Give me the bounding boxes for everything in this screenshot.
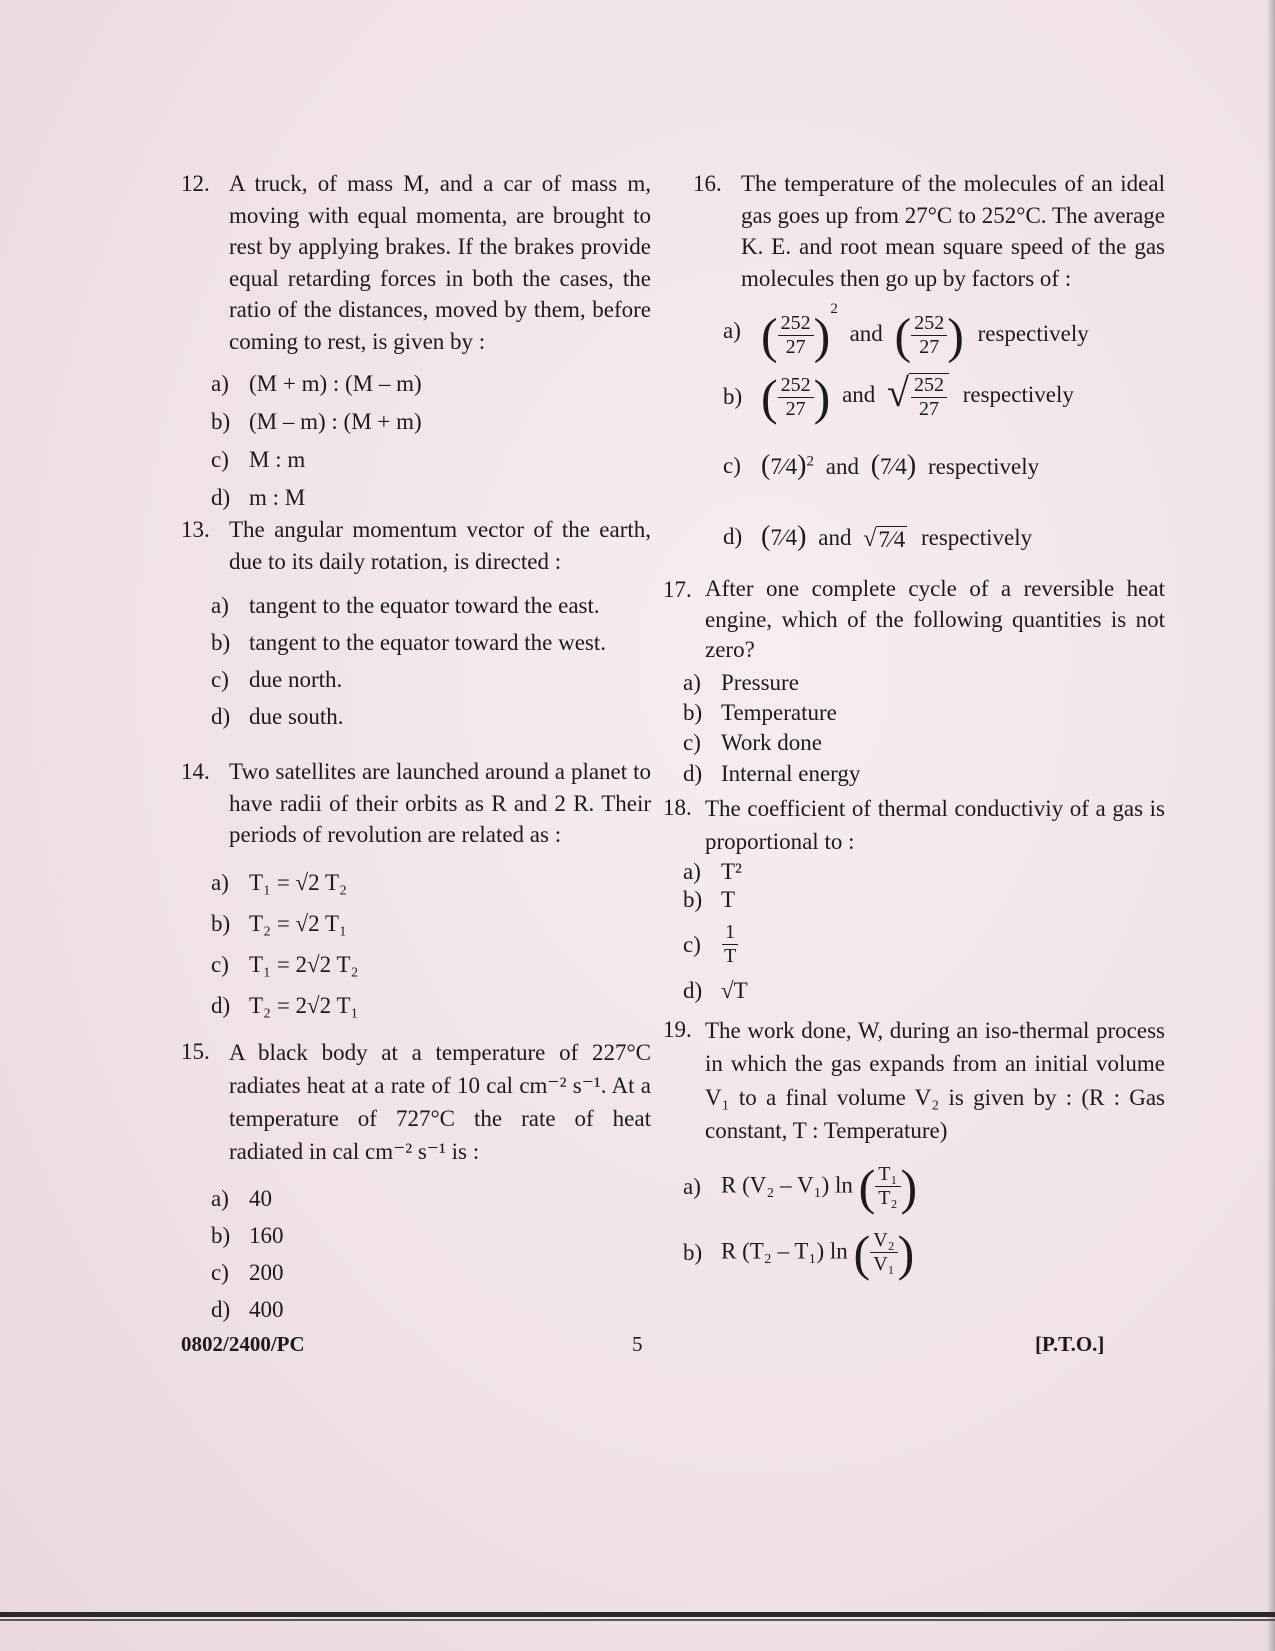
option-b: b) (M – m) : (M + m) <box>211 409 422 434</box>
fraction: $\frac{\text{T₁}}{\text{T₂}}$ <box>875 1163 900 1210</box>
option-a: a) T² <box>683 858 742 884</box>
option-a: a) 40 <box>211 1185 272 1211</box>
square-root: √ $\frac{252}{27}$ <box>887 373 949 421</box>
option-a: a) ( $\frac{252}{27}$ )$^2$ and ( $\frac{252}{27}$ ) respectively <box>723 301 1089 364</box>
question-18 <box>663 792 1165 1006</box>
options-list <box>683 858 1165 1006</box>
fraction: $\frac{252}{27}$ <box>911 312 947 359</box>
question-13 <box>181 514 651 750</box>
option-a: a) (M + m) : (M – m) <box>211 371 422 396</box>
option-d: d) due south. <box>211 703 344 729</box>
fraction: $\frac{1}{T}$ <box>724 921 737 967</box>
square-root: √ 7⁄4 <box>863 526 906 553</box>
bottom-rule <box>0 1612 1275 1617</box>
fraction: $\frac{252}{27}$ <box>778 312 814 359</box>
options-list <box>723 298 1165 572</box>
question-17 <box>663 574 1165 790</box>
question-number: 14. <box>181 759 210 784</box>
option-b: b) 160 <box>211 1222 284 1248</box>
option-c: c) 200 <box>211 1259 284 1285</box>
option-a: a) tangent to the equator toward the east. <box>211 592 600 618</box>
question-text: The angular momentum vector of the earth, due to its daily rotation, is directed : <box>229 517 651 574</box>
options-list <box>683 668 1165 790</box>
question-text: The temperature of the molecules of an ideal gas goes up from 27°C to 252°C. The average K. E. and root mean square speed of the gas molecules then go up by factors of : <box>741 171 1165 291</box>
paper-code: 0802/2400/PC <box>181 1332 305 1356</box>
question-number: 16. <box>693 171 722 196</box>
option-a: a) Pressure <box>683 669 799 695</box>
question-text: After one complete cycle of a reversible heat engine, which of the following quantities is not zero? <box>705 576 1165 662</box>
option-d: d) Internal energy <box>683 760 861 786</box>
option-b: b) Temperature <box>683 699 837 725</box>
options-list <box>211 1180 651 1328</box>
right-column <box>663 168 1165 1286</box>
question-number: 17. <box>663 577 692 602</box>
option-c: c) M : m <box>211 447 306 472</box>
options-list <box>211 365 651 517</box>
fraction: $\frac{\text{V₂}}{\text{V₁}}$ <box>870 1229 897 1276</box>
option-d: d) m : M <box>211 485 306 510</box>
option-c: c) (7⁄4)$^2$ and (7⁄4) respectively <box>723 450 1040 481</box>
bottom-rule-thin <box>0 1619 1275 1621</box>
question-number: 13. <box>181 517 210 542</box>
fraction: $\frac{252}{27}$ <box>778 374 814 421</box>
page-edge-shadow <box>1267 0 1275 1651</box>
option-c: c) $\frac{1}{T}$ <box>683 914 1165 976</box>
page-number: 5 <box>632 1332 643 1356</box>
option-a: a) T₁ = √2 T₂ <box>211 870 348 895</box>
question-number: 18. <box>663 794 692 820</box>
option-c: c) due north. <box>211 666 343 692</box>
option-b: b) tangent to the equator toward the west. <box>211 629 607 655</box>
option-a: a) R (V₂ – V₁) ln ( $\frac{\text{T₁}}{\text{T₂}}$ ) <box>683 1158 918 1215</box>
option-c: c) Work done <box>683 729 822 755</box>
question-16 <box>693 168 1165 572</box>
option-c: c) T₁ = 2√2 T₂ <box>211 952 359 977</box>
question-text: A truck, of mass M, and a car of mass m, moving with equal momenta, are brought to rest by applying brakes. If the brakes provide equal retarding forces in both the cases, the ratio of the distances, moved by them, before coming to rest, is given by : <box>229 171 651 354</box>
please-turn-over: [P.T.O.] <box>1035 1332 1105 1356</box>
question-text: The coefficient of thermal conductiviy of a gas is proportional to : <box>705 795 1165 854</box>
option-d: d) √T <box>683 977 748 1003</box>
question-19 <box>663 1014 1165 1286</box>
option-b: b) R (T₂ – T₁) ln ( $\frac{\text{V₂}}{\text{V₁}}$ ) <box>683 1224 915 1281</box>
options-list <box>211 587 651 735</box>
option-d: d) T₂ = 2√2 T₁ <box>211 993 359 1018</box>
option-b: b) ( $\frac{252}{27}$ ) and √ $\frac{252}{27}$ respectively <box>723 369 1074 425</box>
question-text: Two satellites are launched around a planet to have radii of their orbits as R and 2 R. Their periods of revolution are related as : <box>229 759 651 847</box>
question-14 <box>181 756 651 1030</box>
options-list <box>683 1154 1165 1286</box>
question-text: The work done, W, during an iso-thermal process in which the gas expands from an initial volume V₁ to a final volume V₂ is given by : (R : Gas constant, T : Temperature) <box>705 1017 1165 1143</box>
question-15 <box>181 1036 651 1328</box>
left-column <box>181 168 651 1328</box>
option-d: d) (7⁄4) and √ 7⁄4 respectively <box>723 520 1033 553</box>
option-b: b) T <box>683 886 736 912</box>
question-number: 12. <box>181 171 210 196</box>
question-text: A black body at a temperature of 227°C radiates heat at a rate of 10 cal cm⁻² s⁻¹. At a temperature of 727°C the rate of heat radiated in cal cm⁻² s⁻¹ is : <box>229 1040 651 1164</box>
options-list <box>211 863 651 1027</box>
option-d: d) 400 <box>211 1296 284 1322</box>
question-number: 19. <box>663 1016 692 1042</box>
question-12 <box>181 168 651 510</box>
option-b: b) T₂ = √2 T₁ <box>211 911 348 936</box>
question-number: 15. <box>181 1039 210 1064</box>
